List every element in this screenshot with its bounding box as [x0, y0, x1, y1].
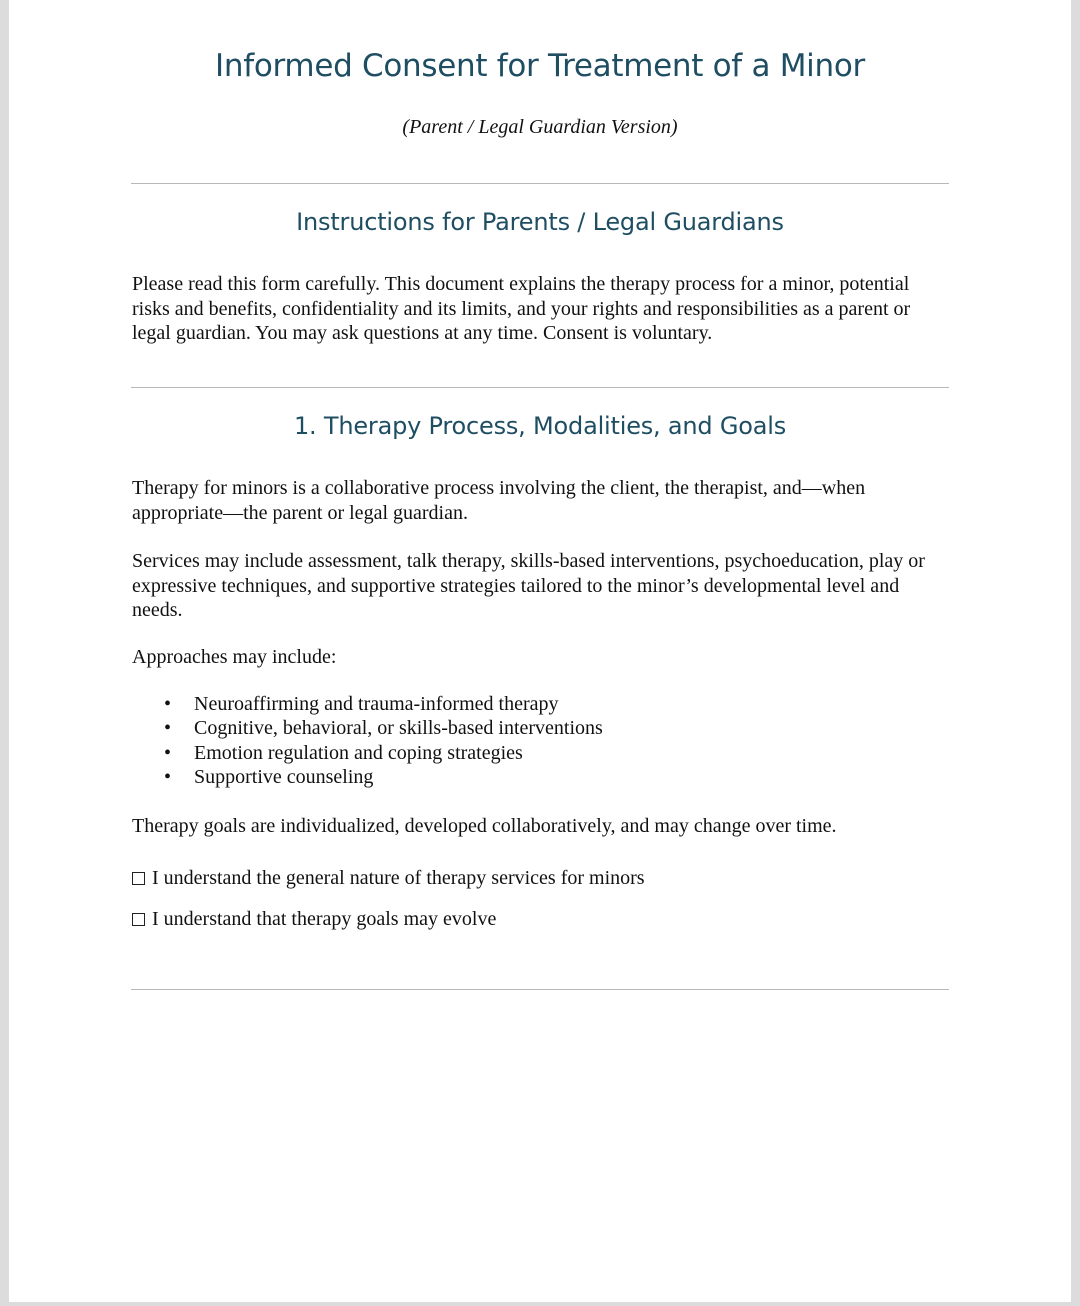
list-item-text: Cognitive, behavioral, or skills-based interventions: [194, 717, 603, 740]
document-title: Informed Consent for Treatment of a Minor: [215, 48, 865, 84]
checkbox-label: I understand that therapy goals may evolve: [152, 908, 497, 930]
list-item: [132, 716, 603, 740]
consent-checkbox-row[interactable]: [132, 907, 496, 931]
list-item: [132, 741, 603, 765]
divider: [131, 989, 949, 990]
bullet-icon: •: [164, 741, 172, 764]
checkbox-icon[interactable]: [132, 913, 145, 926]
section1-paragraph-2: Services may include assessment, talk therapy, skills-based interventions, psychoeducation, play or expressive techniques, and supportive strategies tailored to the minor’s developmental level and needs.: [132, 550, 925, 621]
instructions-heading: Instructions for Parents / Legal Guardians: [296, 208, 784, 236]
divider: [131, 183, 949, 184]
checkbox-icon[interactable]: [132, 872, 145, 885]
approaches-intro: Approaches may include:: [132, 646, 337, 668]
section1-heading: 1. Therapy Process, Modalities, and Goals: [293, 412, 787, 440]
bullet-icon: •: [164, 717, 172, 740]
list-item-text: Neuroaffirming and trauma-informed therapy: [194, 693, 559, 715]
consent-checkbox-row[interactable]: [132, 866, 645, 890]
bullet-icon: •: [164, 766, 172, 789]
list-item: [132, 692, 603, 716]
list-item: [132, 765, 603, 789]
approaches-list: [132, 692, 603, 790]
bullet-icon: •: [164, 693, 172, 715]
list-item-text: Emotion regulation and coping strategies: [194, 741, 523, 764]
checkbox-label: I understand the general nature of therapy services for minors: [152, 867, 645, 889]
list-item-text: Supportive counseling: [194, 766, 374, 789]
document-subtitle: (Parent / Legal Guardian Version): [402, 116, 678, 138]
section1-paragraph-1: Therapy for minors is a collaborative process involving the client, the therapist, and—when appropriate—the parent or legal guardian.: [132, 477, 866, 524]
divider: [131, 387, 949, 388]
goals-text: Therapy goals are individualized, developed collaboratively, and may change over time.: [132, 815, 837, 837]
instructions-body: Please read this form carefully. This document explains the therapy process for a minor, potential risks and benefits, confidentiality and its limits, and your rights and responsibilities as a parent or legal guardian. You may ask questions at any time. Consent is voluntary.: [132, 273, 911, 344]
